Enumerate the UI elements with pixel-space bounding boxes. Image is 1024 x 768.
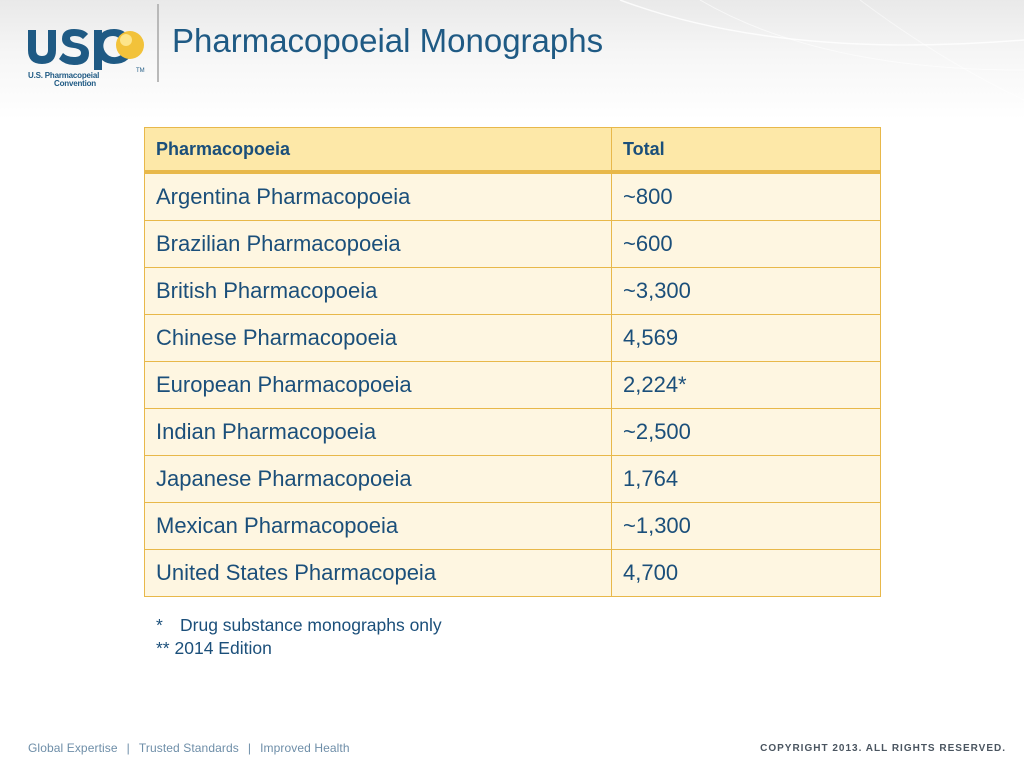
tagline-improved-health: Improved Health [260,741,350,755]
usp-logo-mark [24,18,148,70]
footnote-mark: * [156,615,163,635]
table-row [145,550,881,597]
table-row [145,315,881,362]
footnote-text: Drug substance monographs only [180,615,442,635]
footer-taglines [28,741,350,755]
logo-subtitle-line1: U.S. Pharmacopeial [28,71,100,80]
monograph-total: ~600 [612,221,881,268]
tagline-global-expertise: Global Expertise [28,741,118,755]
monograph-total: ~800 [612,172,881,221]
page-title: Pharmacopoeial Monographs [172,22,604,59]
footnotes [156,614,442,660]
table-row [145,268,881,315]
column-header-pharmacopoeia: Pharmacopoeia [145,128,612,173]
monographs-table-container [144,127,880,597]
monograph-total: 4,569 [612,315,881,362]
copyright-notice: COPYRIGHT 2013. ALL RIGHTS RESERVED. [760,743,1006,754]
monograph-total: ~1,300 [612,503,881,550]
header-decoration [0,0,1024,120]
pharmacopoeia-name: Indian Pharmacopoeia [145,409,612,456]
pharmacopoeia-name: Japanese Pharmacopoeia [145,456,612,503]
footnote-text: 2014 Edition [174,638,272,658]
footnote-mark: ** [156,638,170,658]
header-background [0,0,1024,120]
footnote [156,637,442,660]
footnote [156,614,442,637]
monograph-total: ~3,300 [612,268,881,315]
monograph-total: 2,224* [612,362,881,409]
usp-logo [24,18,148,90]
table-row [145,172,881,221]
table-row [145,503,881,550]
logo-trademark: TM [136,68,145,74]
pharmacopoeia-name: Brazilian Pharmacopoeia [145,221,612,268]
column-header-total: Total [612,128,881,173]
logo-subtitle-line2: Convention [54,79,96,88]
tagline-separator: | [126,741,130,755]
monograph-total: 1,764 [612,456,881,503]
tagline-separator: | [247,741,252,755]
table-header-row [145,128,881,173]
pharmacopoeia-name: Chinese Pharmacopoeia [145,315,612,362]
table-row [145,221,881,268]
monographs-table [144,127,881,597]
pharmacopoeia-name: Argentina Pharmacopoeia [145,172,612,221]
pharmacopoeia-name: United States Pharmacopeia [145,550,612,597]
table-row [145,409,881,456]
header-divider [157,4,159,82]
table-row [145,456,881,503]
monograph-total: ~2,500 [612,409,881,456]
monograph-total: 4,700 [612,550,881,597]
pharmacopoeia-name: British Pharmacopoeia [145,268,612,315]
table-row [145,362,881,409]
pharmacopoeia-name: Mexican Pharmacopoeia [145,503,612,550]
pharmacopoeia-name: European Pharmacopoeia [145,362,612,409]
tagline-trusted-standards: Trusted Standards [138,741,239,755]
